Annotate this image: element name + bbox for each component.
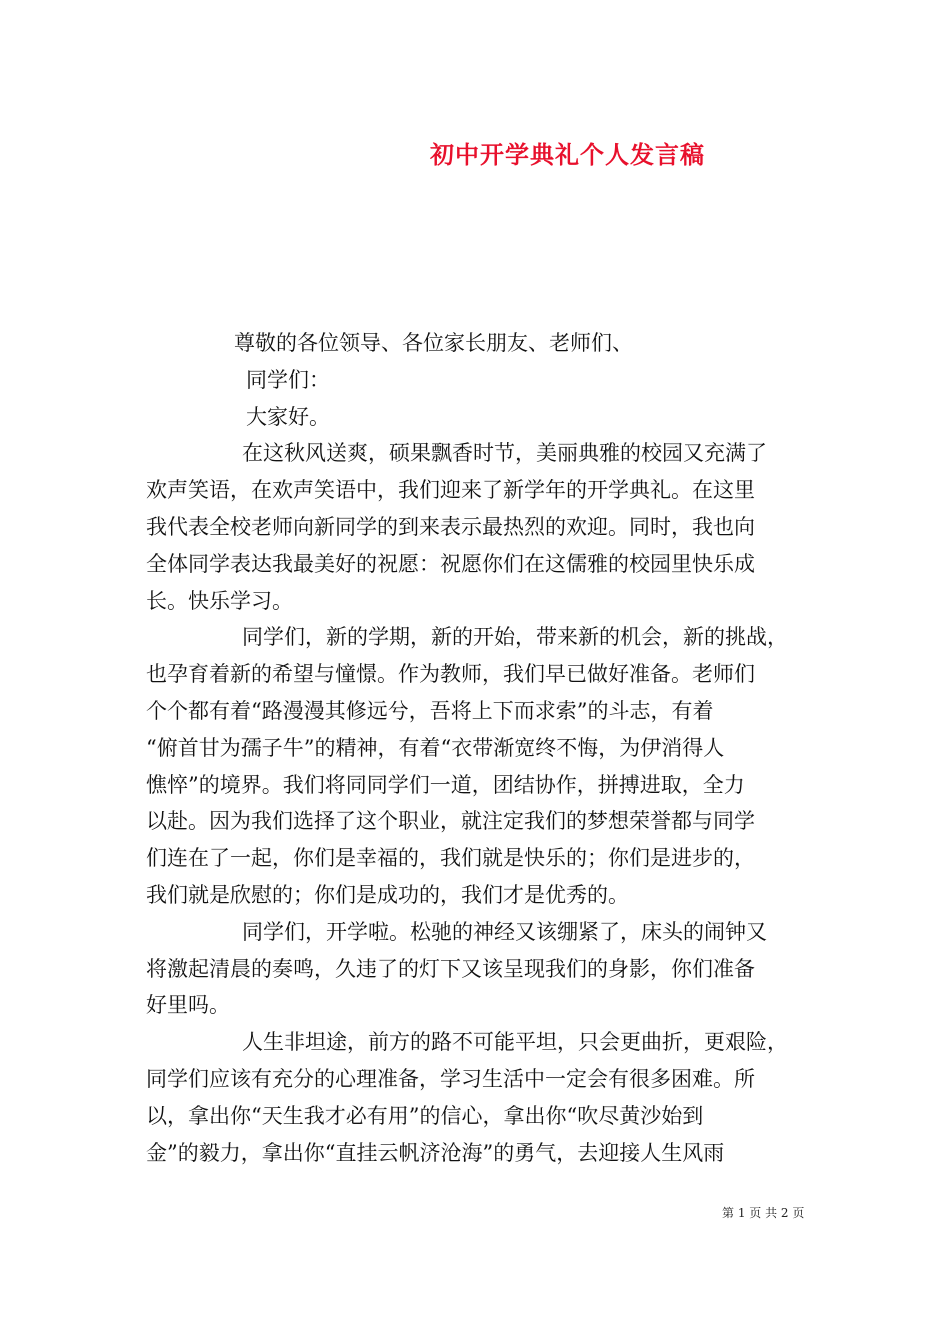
paragraph-line: 憔悴”的境界。我们将同同学们一道，团结协作，拼搏进取，全力	[146, 772, 745, 797]
paragraph-line: 同学们应该有充分的心理准备，学习生活中一定会有很多困难。所	[146, 1066, 755, 1091]
page-number: 第 1 页 共 2 页	[722, 1206, 805, 1220]
paragraph-line: 个个都有着“路漫漫其修远兮，吾将上下而求索”的斗志，有着	[146, 698, 714, 723]
paragraph-line: 以赴。因为我们选择了这个职业，就注定我们的梦想荣誉都与同学	[146, 809, 755, 834]
paragraph-line: 在这秋风送爽，硕果飘香时节，美丽典雅的校园又充满了	[242, 441, 767, 466]
paragraph-line: 全体同学表达我最美好的祝愿：祝愿你们在这儒雅的校园里快乐成	[146, 551, 755, 576]
paragraph-line: 以，拿出你“天生我才必有用”的信心，拿出你“吹尽黄沙始到	[146, 1103, 704, 1128]
greeting-line: 大家好。	[246, 404, 330, 429]
paragraph-line: “俯首甘为孺子牛”的精神，有着“衣带渐宽终不悔，为伊消得人	[146, 735, 725, 760]
paragraph-line: 们连在了一起，你们是幸福的，我们就是快乐的；你们是进步的，	[146, 846, 755, 871]
paragraph-line: 长。快乐学习。	[146, 588, 293, 613]
paragraph-line: 同学们，开学啦。松驰的神经又该绷紧了，床头的闹钟又	[242, 919, 767, 944]
salutation-line: 尊敬的各位领导、各位家长朋友、老师们、	[234, 331, 633, 355]
paragraph-line: 我代表全校老师向新同学的到来表示最热烈的欢迎。同时，我也向	[146, 514, 755, 539]
document-body	[146, 325, 826, 1171]
document-title: 初中开学典礼个人发言稿	[430, 140, 705, 169]
paragraph-line: 金”的毅力，拿出你“直挂云帆济沧海”的勇气，去迎接人生风雨	[146, 1140, 725, 1165]
paragraph-line: 也孕育着新的希望与憧憬。作为教师，我们早已做好准备。老师们	[146, 662, 755, 687]
paragraph-line: 好里吗。	[146, 993, 230, 1018]
paragraph-line: 同学们，新的学期，新的开始，带来新的机会，新的挑战，	[242, 625, 788, 650]
paragraph-line: 欢声笑语，在欢声笑语中，我们迎来了新学年的开学典礼。在这里	[146, 478, 755, 503]
salutation-line: 同学们：	[246, 367, 330, 392]
paragraph-line: 我们就是欣慰的；你们是成功的，我们才是优秀的。	[146, 882, 629, 907]
paragraph-line: 人生非坦途，前方的路不可能平坦，只会更曲折，更艰险，	[242, 1030, 788, 1055]
paragraph-line: 将激起清晨的奏鸣，久违了的灯下又该呈现我们的身影，你们准备	[146, 956, 755, 981]
